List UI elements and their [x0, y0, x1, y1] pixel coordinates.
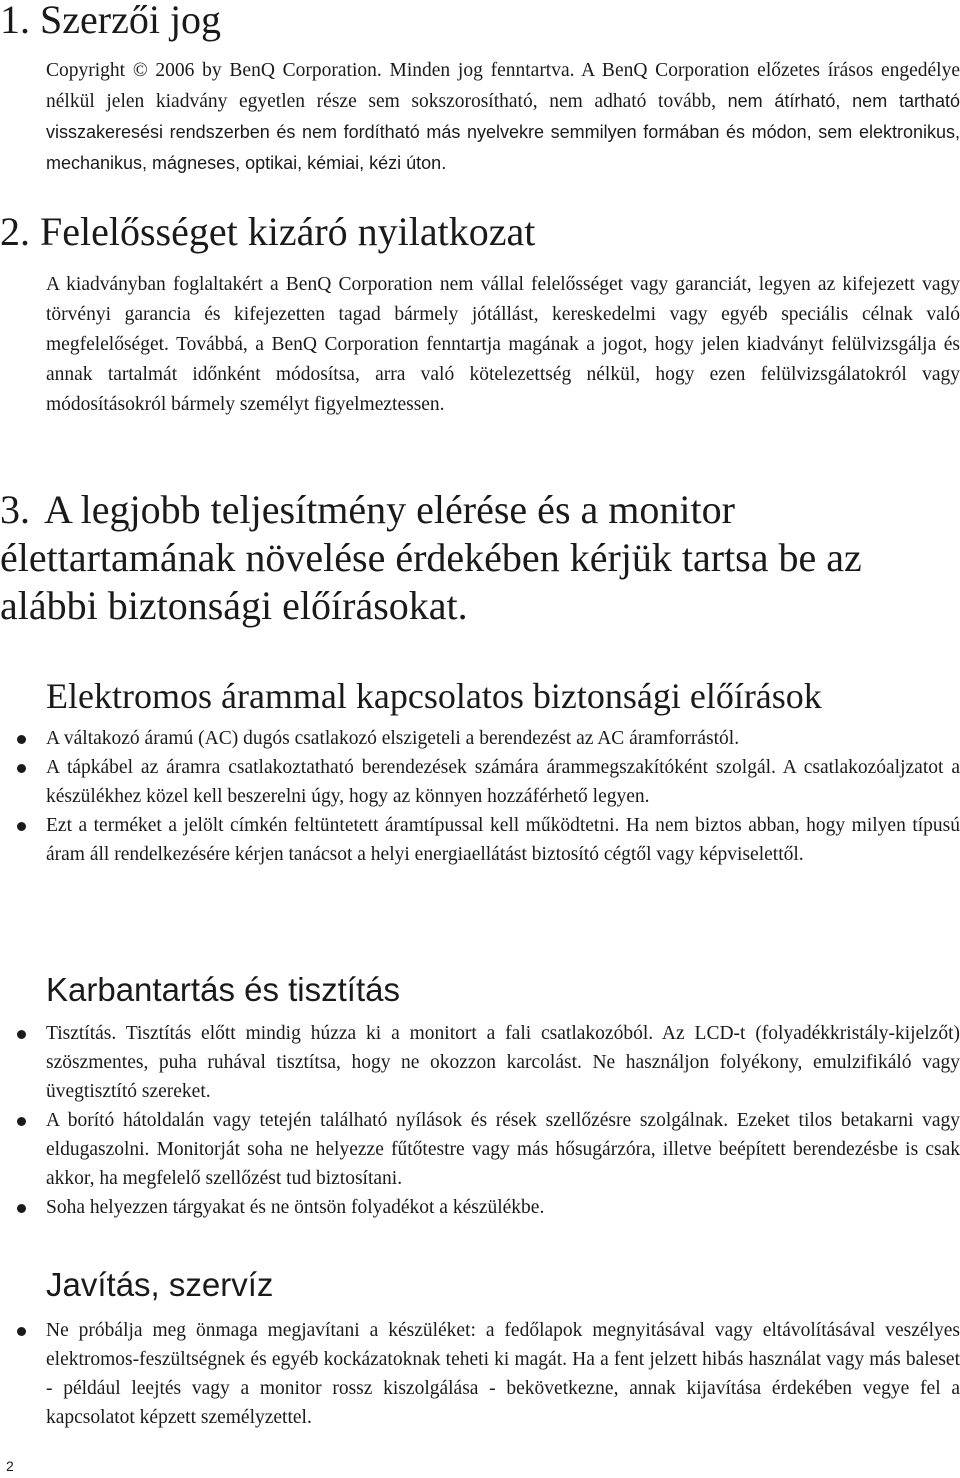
subheading-maintenance: Karbantartás és tisztítás: [46, 971, 400, 1008]
list-item: [0, 724, 960, 753]
list-item-text: Soha helyezzen tárgyakat és ne öntsön folyadékot a készülékbe.: [46, 1197, 545, 1218]
list-item-text: Ezt a terméket a jelölt címkén feltüntetett áramtípussal kell működtetni. Ha nem biztos abban, hogy milyen típusú áram áll rendelkezésére kérjen tanácsot a helyi energiaellátást biztosító cégtől vagy képviselettől.: [46, 815, 960, 865]
copyright-paragraph: [46, 56, 960, 179]
page-number: 2: [6, 1458, 14, 1474]
bullet-icon: [17, 1204, 26, 1213]
maintenance-list: [0, 1019, 960, 1222]
electrical-list: [0, 724, 960, 869]
section-3-number: 3.: [0, 487, 30, 532]
list-item-text: A tápkábel az áramra csatlakoztatható berendezések számára árammegszakítóként szolgál. A csatlakozóaljzatot a készülékhez közel kell beszerelni úgy, hogy az könnyen hozzáférhető legyen.: [46, 757, 960, 807]
bullet-icon: [17, 735, 26, 744]
list-item-text: A váltakozó áramú (AC) dugós csatlakozó elszigeteli a berendezést az AC áramforrástól.: [46, 728, 740, 749]
section-heading-disclaimer: 2. Felelősséget kizáró nyilatkozat: [0, 209, 536, 254]
bullet-icon: [17, 764, 26, 773]
section-heading-copyright: 1. Szerzői jog: [0, 0, 222, 42]
list-item: [0, 1193, 960, 1222]
copyright-text-part-2: nem átírható, nem tartható visszakeresési rendszerben és nem fordítható más nyelvekre semmilyen formában és módon, sem elektronikus, mechanikus, mágneses, optikai, kémiai, kézi úton.: [46, 91, 960, 173]
repair-list: [0, 1316, 960, 1432]
list-item: [0, 753, 960, 811]
list-item: [0, 1316, 960, 1432]
bullet-icon: [17, 1327, 26, 1336]
disclaimer-text-part-2: Továbbá, a BenQ Corporation fenntartja magának a jogot, hogy jelen kiadványt felülvizsgálja és annak tartalmát időnként módosítsa, arra való kötelezettség nélkül, hogy ezen felülvizsgálatokról vagy módosításokról bármely személyt figyelmeztessen.: [46, 334, 960, 415]
list-item-text: A borító hátoldalán vagy tetején található nyílások és rések szellőzésre szolgálnak. Ezeket tilos betakarni vagy eldugaszolni. Monitorját soha ne helyezze fűtőtestre vagy más hősugárzóra, illetve beépített berendezésbe is csak akkor, ha megfelelő szellőzést tud biztosítani.: [46, 1110, 960, 1189]
section-3-title: A legjobb teljesítmény elérése és a monitor élettartamának növelése érdekében kérjük tartsa be az alábbi biztonsági előírásokat.: [0, 487, 862, 628]
disclaimer-text-part-1: A kiadványban foglaltakért a BenQ Corporation nem vállal felelősséget vagy garanciát, legyen az kifejezett vagy törvényi garancia és kifejezetten tagad bármely jótállást, kereskedelmi vagy egyéb speciális célnak való megfelelőséget.: [46, 274, 960, 355]
list-item: [0, 1019, 960, 1106]
copyright-text-part-1: Copyright © 2006 by BenQ Corporation. Minden jog fenntartva. A BenQ Corporation előzetes írásos engedélye nélkül jelen kiadvány egyetlen része sem sokszorosítható, nem adható tovább,: [46, 60, 960, 112]
list-item-text: Tisztítás. Tisztítás előtt mindig húzza ki a monitort a fali csatlakozóból. Az LCD-t (folyadékkristály-kijelzőt) szöszmentes, puha ruhával tisztítsa, hogy ne okozzon karcolást. Ne használjon folyékony, emulzifikáló vagy üvegtisztító szereket.: [46, 1023, 960, 1102]
bullet-icon: [17, 1030, 26, 1039]
disclaimer-paragraph: [46, 270, 960, 420]
section-heading-safety: [0, 486, 960, 630]
list-item-text: Ne próbálja meg önmaga megjavítani a készüléket: a fedőlapok megnyitásával vagy eltávolításával veszélyes elektromos-feszültségnek és egyéb kockázatoknak teheti ki magát. Ha a fent jelzett hibás használat vagy más baleset - például leejtés vagy a monitor rossz kiszolgálása - bekövetkezne, annak kijavítása érdekében vegye fel a kapcsolatot képzett személyzettel.: [46, 1320, 960, 1428]
subheading-electrical: Elektromos árammal kapcsolatos biztonsági előírások: [46, 676, 822, 716]
list-item: [0, 1106, 960, 1193]
list-item: [0, 811, 960, 869]
bullet-icon: [17, 822, 26, 831]
subheading-repair: Javítás, szervíz: [46, 1266, 274, 1303]
bullet-icon: [17, 1117, 26, 1126]
